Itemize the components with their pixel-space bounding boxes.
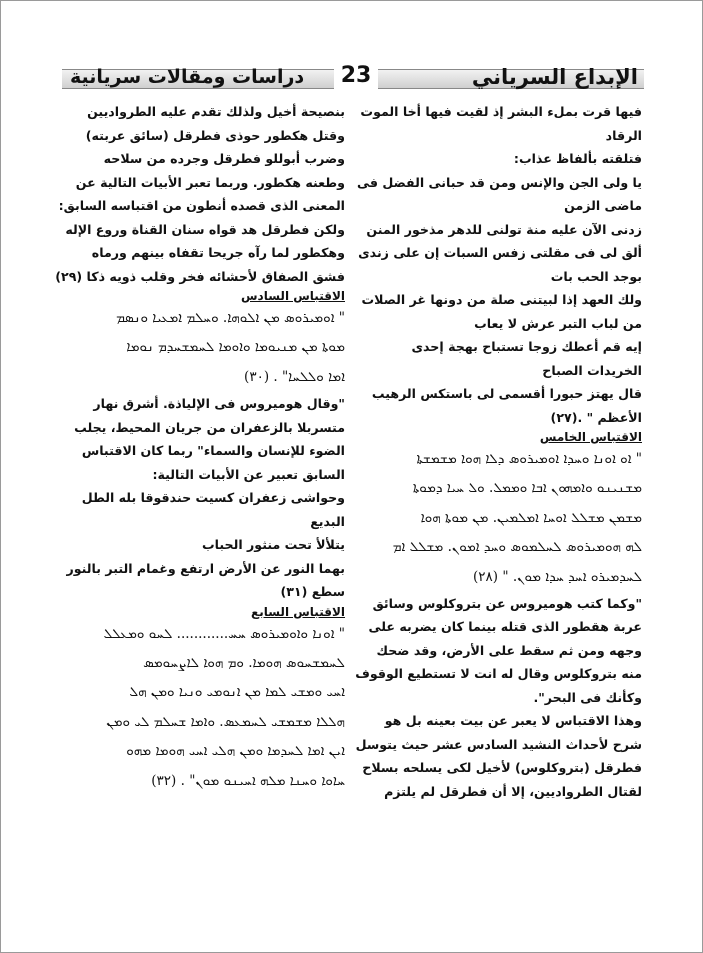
syriac-line: ܠܚܡܫܚܘܣ ܗܘܡܐ. ܘܡ ܗܘܐ ܠܐܨܚܘܡܣ bbox=[143, 655, 345, 672]
text-line: ولك العهد إذا لبيتنى صلة من دونها غر الصلات bbox=[361, 292, 642, 307]
syriac-line: ܗܠܠܐ ܡܫܡܫܝ ܠܚܡܥܣ. ܘܐܡܐ ܫܚܠܡ ܠܝ ܘܡܢ bbox=[106, 713, 345, 730]
syriac-line: " ܐܘܢܐ ܘܐܘܡܝܪܘܣ ܚܚ............ ܠܚܘ ܘܡܥܠܠ bbox=[103, 625, 345, 642]
text-line: منه بتروكلوس وقال له انت لا تستطيع الوقوف bbox=[355, 666, 642, 682]
text-line: عربة هقطور الذى قتله بينما كان يضربه على bbox=[368, 619, 642, 635]
text-line: الخريدات الصباح bbox=[542, 362, 642, 378]
text-line: وطعنه هكطور. وربما تعبر الأبيات التالية عن bbox=[75, 174, 345, 190]
text-line: وضرب أبوللو فطرقل وجرده من سلاحه bbox=[103, 151, 345, 166]
syriac-line: " ܐܘ ܐܘܢܐ ܘܚܕܐ ܐܘܡܝܪܘܣ ܕܠܐ ܗܘܐ ܡܫܡܫܬܐ bbox=[416, 451, 642, 467]
text-line: ولكن فطرقل هد قواه سنان القناة وروع الإله bbox=[65, 221, 345, 237]
text-line: سطع (٣١) bbox=[280, 584, 345, 600]
text-line: بهما النور عن الأرض ارتفع وغمام التبر بالنور bbox=[66, 560, 345, 576]
text-line: زدنى الآن عليه منة تولنى للدهر مذخور المنن bbox=[366, 221, 642, 237]
syriac-line: ܐܚܝ ܘܡܫܝ ܠܡܐ ܡܢ ܐܢܘܡܝ ܘܢܝܐ ܘܡܢ ܗܠ bbox=[129, 684, 345, 701]
section-heading-5: الاقتباس الخامس bbox=[539, 430, 642, 444]
text-line: وهذا الاقتباس لا يعبر عن بيت بعينه بل هو bbox=[384, 713, 642, 729]
text-line: المعنى الذى قصده أنطون من اقتباسه السابق: bbox=[58, 198, 345, 213]
syriac-line: ܐܡܐ ܘܠܠܚܐ" . (٣٠) bbox=[244, 368, 345, 385]
text-line: وجهه ومن ثم سقط على الأرض، وقد ضحك bbox=[376, 642, 642, 658]
text-line: البديع bbox=[310, 513, 345, 529]
text-line: وكأنك فى البحر". bbox=[533, 689, 642, 705]
text-line: يتلألأ تحت منثور الحباب bbox=[202, 537, 345, 553]
text-line: يا ولى الجن والإنس ومن قد حبانى الفضل فى bbox=[357, 174, 642, 190]
text-line: فطرقل (بتروكلوس) لأخيل لكى يسلحه بسلاح bbox=[362, 760, 642, 776]
page-header bbox=[62, 62, 644, 92]
text-line: الرقاد bbox=[605, 127, 642, 143]
text-line: الضوء للإنسان والسماء" ربما كان الاقتباس bbox=[81, 443, 345, 459]
section-title: دراسات ومقالات سريانية bbox=[70, 66, 305, 88]
syriac-line: ܡܫܢܝܢܘ ܘܐܡܗܘܢ ܐܒܐ ܘܡܡܠ. ܘܠ ܚܝܐ ܕܡܘܬܐ bbox=[412, 480, 642, 497]
text-line: بوجد الحب بات bbox=[550, 268, 642, 284]
section-heading-6: الاقتباس السادس bbox=[241, 289, 345, 303]
text-line: لقتال الطرواديين، إلا أن فطرقل لم يلتزم bbox=[384, 783, 642, 799]
page-number: 23 bbox=[334, 60, 378, 92]
syriac-line: ܡܫܡܢ ܡܫܠܠ ܐܘܚܐ ܐܡܠܡܝܢ. ܡܢ ܡܘܬܐ ܗܘܐ bbox=[420, 509, 642, 526]
text-line: متسربلا بالزعفران من جريان المحيط، يجلب bbox=[74, 419, 345, 435]
text-line: وقتل هكطور حوذى فطرقل (سائق عربته) bbox=[85, 127, 345, 143]
text-line: "وكما كتب هوميروس عن بتروكلوس وسائق bbox=[372, 595, 642, 611]
text-line: الأعظم " .(٢٧) bbox=[550, 409, 642, 425]
syriac-line: ܚܐܘܐ ܘܚܢܐ ܡܠܗ ܐܚܝܢܘ ܡܘܢ" . (٣٢) bbox=[151, 772, 345, 789]
left-column bbox=[55, 100, 345, 796]
text-line: ألق لى فى مقلتى زفس السبات إن على زندى bbox=[358, 245, 642, 260]
text-line: "وقال هوميروس فى الإلياذة. أشرق نهار bbox=[93, 396, 345, 412]
text-line: إيه قم أعطك زوجا تستباح بهجة إحدى bbox=[411, 339, 642, 354]
syriac-line: " ܐܘܡܝܪܘܣ ܡܢ ܐܠܘܗܐ. ܘܚܠܡ ܐܡܥܝܐ ܘܢܣܡ bbox=[116, 310, 345, 326]
syriac-line: ܠܗ ܗܘܡܝܪܘܣ ܠܚܠܡܘܣ ܘܚܕ ܐܡܘܢ. ܡܫܠܠ ܐܡ bbox=[392, 539, 642, 556]
section-heading-7: الاقتباس السابع bbox=[251, 604, 345, 619]
text-line: السابق تعبير عن الأبيات التالية: bbox=[152, 466, 345, 482]
right-column bbox=[355, 100, 642, 803]
journal-title: الإبداع السرياني bbox=[471, 65, 638, 89]
syriac-line: ܠܚܕܡܝܪܘ ܐܚܕ ܚܕܐ ܡܘܢ. " (٢٨) bbox=[472, 568, 642, 585]
text-line: فشق الصفاق لأحشائه فخر وقلب ذويه ذكا (٢٩) bbox=[55, 268, 345, 284]
text-line: من لباب التبر عرش لا يعاب bbox=[474, 315, 642, 331]
text-line: بنصيحة أخيل ولذلك تقدم عليه الطرواديين bbox=[87, 104, 345, 119]
text-line: فتلقته بألفاظ عذاب: bbox=[513, 151, 642, 166]
syriac-line: ܐܝܢ ܐܡܐ ܠܚܕܡܐ ܘܡܢ ܗܠܝ ܐܚܝ ܗܘܡܐ ܡܗܘ bbox=[126, 743, 345, 760]
text-line: شرح لأحداث النشيد السادس عشر حيث يتوسل bbox=[355, 736, 642, 752]
text-line: وهكطور لما رآه جريحا تقفاه بينهم ورماه bbox=[91, 245, 345, 260]
text-line: قال يهتز حبورا أقسمى لى باستكس الرهيب bbox=[371, 386, 642, 401]
text-line: ماضى الزمن bbox=[564, 198, 642, 213]
text-line: وحواشى زعفران كسيت حندقوقا بله الطل bbox=[81, 490, 345, 506]
text-line: فيها قرت بملء البشر إذ لقيت فيها أخا الموت bbox=[360, 104, 642, 119]
syriac-line: ܡܘܬܐ ܡܢ ܡܢܝܘܡܐ ܘܐܘܡܐ ܠܚܡܫܚܕܡ ܢܘܡܐ bbox=[126, 339, 345, 356]
